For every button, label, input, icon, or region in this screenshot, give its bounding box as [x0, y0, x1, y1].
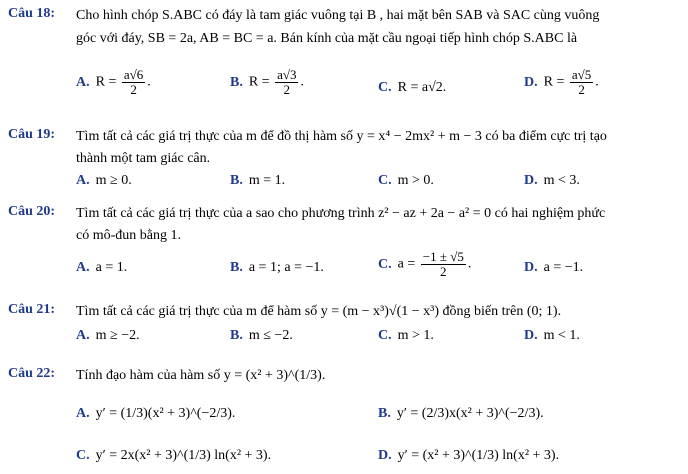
option-c: C. m > 0.: [378, 173, 434, 188]
option-c: C. y′ = 2x(x² + 3)^(1/3) ln(x² + 3).: [76, 448, 272, 463]
question-text-line2: có mô-đun bằng 1.: [76, 228, 181, 243]
option-d: D. y′ = (x² + 3)^(1/3) ln(x² + 3).: [378, 448, 560, 463]
option-d: D. a = −1.: [524, 260, 584, 275]
question-number: Câu 18:: [8, 6, 56, 21]
option-d: D. m < 1.: [524, 328, 580, 343]
option-a: A. m ≥ 0.: [76, 173, 132, 188]
question-text-line1: Tìm tất cả các giá trị thực của m để hàm số y = (m − x³)√(1 − x³) đồng biến trên (0; 1).: [76, 304, 562, 319]
option-b: B. a = 1; a = −1.: [230, 260, 324, 275]
question-text-line2: góc với đáy, SB = 2a, AB = BC = a. Bán kính của mặt cầu ngoại tiếp hình chóp S.ABC là: [76, 31, 578, 46]
option-a: A. m ≥ −2.: [76, 328, 140, 343]
option-c: C. R = a√2.: [378, 80, 447, 95]
question-text-line1: Tìm tất cả các giá trị thực của a sao cho phương trình z² − az + 2a − a² = 0 có hai nghiệm phức: [76, 206, 606, 221]
question-text-line1: Tính đạo hàm của hàm số y = (x² + 3)^(1/3).: [76, 368, 326, 383]
option-d: D. m < 3.: [524, 173, 580, 188]
option-c: C. a = $\frac{-1 \pm √5}{2}$ .: [378, 249, 472, 279]
option-b: B. R = $\frac{a√3}{2}$ .: [230, 67, 304, 97]
question-number: Câu 21:: [8, 302, 56, 317]
question-text-line1: Cho hình chóp S.ABC có đáy là tam giác vuông tại B , hai mặt bên SAB và SAC cùng vuông: [76, 8, 600, 23]
question-number: Câu 20:: [8, 204, 56, 219]
option-b: B. y′ = (2/3)x(x² + 3)^(−2/3).: [378, 406, 544, 421]
question-number: Câu 19:: [8, 127, 56, 142]
option-a: A. y′ = (1/3)(x² + 3)^(−2/3).: [76, 406, 236, 421]
question-text-line2: thành một tam giác cân.: [76, 151, 211, 166]
option-d: D. R = $\frac{a√5}{2}$ .: [524, 67, 599, 97]
option-b: B. m = 1.: [230, 173, 286, 188]
question-text-line1: Tìm tất cả các giá trị thực của m để đồ thị hàm số y = x⁴ − 2mx² + m − 3 có ba điểm cực trị tạo: [76, 129, 607, 144]
option-a: A. a = 1.: [76, 260, 128, 275]
option-c: C. m > 1.: [378, 328, 434, 343]
question-number: Câu 22:: [8, 366, 56, 381]
option-a: A. R = $\frac{a√6}{2}$ .: [76, 67, 151, 97]
option-b: B. m ≤ −2.: [230, 328, 293, 343]
